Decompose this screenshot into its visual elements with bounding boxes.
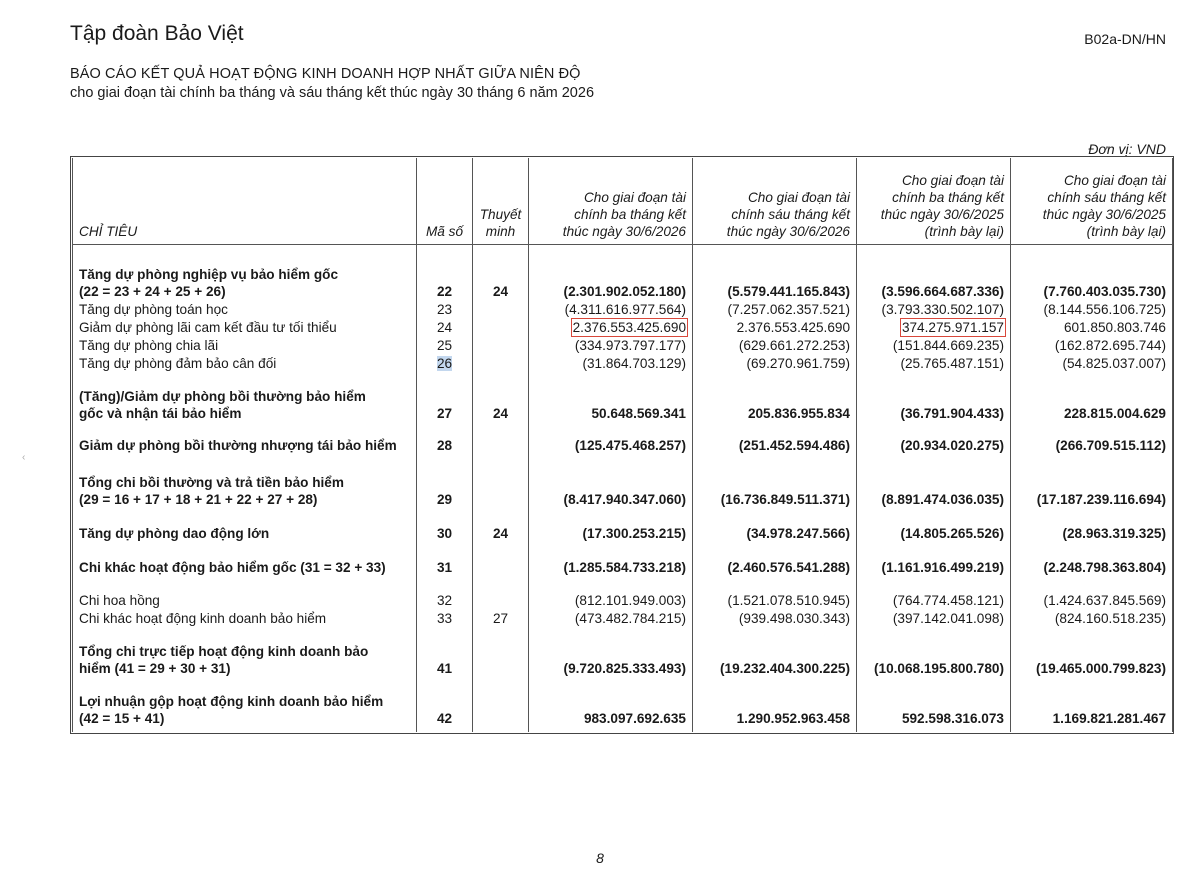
table-row: (Tăng)/Giảm dự phòng bồi thường bảo hiểm gốc và nhận tái bảo hiểm 27 24 50.648.569.341 205.836.955.834 (36.791.904.433) 228.815.004.629 [73,373,1173,423]
header-q2-2025: Cho giai đoạn tài chính ba tháng kết thúc ngày 30/6/2025 (trình bày lại) [857,158,1011,245]
table-row: Chi khác hoạt động kinh doanh bảo hiểm 33 27 (473.482.784.215) (939.498.030.343) (397.142.041.098) (824.160.518.235) [73,610,1173,628]
table-row: Tổng chi bồi thường và trả tiền bảo hiểm (29 = 16 + 17 + 18 + 21 + 22 + 27 + 28) 29 (8.417.940.347.060) (16.736.849.511.371) (8.891.474.036.035) (17.187.239.116.694) [73,455,1173,509]
table-row: Tăng dự phòng nghiệp vụ bảo hiểm gốc (22 = 23 + 24 + 25 + 26) 22 24 (2.301.902.052.180) (5.579.441.165.843) (3.596.664.687.336) (7.760.403.035.730) [73,245,1173,301]
header-note: Thuyết minh [473,158,529,245]
highlighted-value: 2.376.553.425.690 [572,319,686,335]
table-row: Tổng chi trực tiếp hoạt động kinh doanh bảo hiểm (41 = 29 + 30 + 31) 41 (9.720.825.333.493) (19.232.404.300.225) (10.068.195.800.780) (19.465.000.799.823) [73,628,1173,678]
report-subtitle: cho giai đoạn tài chính ba tháng và sáu tháng kết thúc ngày 30 tháng 6 năm 2026 [70,85,595,101]
selected-code: 26 [436,355,453,371]
table-row: Tăng dự phòng toán học 23 (4.311.616.977.564) (7.257.062.357.521) (3.793.330.502.107) (8.144.556.106.725) [73,301,1173,319]
header-h1-2026: Cho giai đoạn tài chính sáu tháng kết thúc ngày 30/6/2026 [693,158,857,245]
header-label: CHỈ TIÊU [73,158,417,245]
table-row: Giảm dự phòng bồi thường nhượng tái bảo hiểm 28 (125.475.468.257) (251.452.594.486) (20.934.020.275) (266.709.515.112) [73,423,1173,455]
table-row: Tăng dự phòng dao động lớn 30 24 (17.300.253.215) (34.978.247.566) (14.805.265.526) (28.963.319.325) [73,509,1173,543]
table-header-row [73,158,1173,245]
table-row: Lợi nhuận gộp hoạt động kinh doanh bảo hiểm (42 = 15 + 41) 42 983.097.692.635 1.290.952.963.458 592.598.316.073 1.169.821.281.467 [73,678,1173,728]
header-h1-2025: Cho giai đoạn tài chính sáu tháng kết thúc ngày 30/6/2025 (trình bày lại) [1011,158,1173,245]
table-row: Chi hoa hồng 32 (812.101.949.003) (1.521.078.510.945) (764.774.458.121) (1.424.637.845.569) [73,577,1173,610]
company-name: Tập đoàn Bảo Việt [70,22,244,45]
table-row: Giảm dự phòng lãi cam kết đầu tư tối thiểu 24 2.376.553.425.690 2.376.553.425.690 374.275.971.157 601.850.803.746 [73,319,1173,337]
highlighted-value: 374.275.971.157 [901,319,1004,335]
page-number: 8 [596,850,604,866]
header-code: Mã số [417,158,473,245]
report-title: BÁO CÁO KẾT QUẢ HOẠT ĐỘNG KINH DOANH HỢP NHẤT GIỮA NIÊN ĐỘ [70,66,581,82]
table-row: Tăng dự phòng đảm bảo cân đối 26 (31.864.703.129) (69.270.961.759) (25.765.487.151) (54.825.037.007) [73,355,1173,373]
table-row: Chi khác hoạt động bảo hiểm gốc (31 = 32 + 33) 31 (1.285.584.733.218) (2.460.576.541.288) (1.161.916.499.219) (2.248.798.363.804) [73,543,1173,577]
form-code: B02a-DN/HN [1084,31,1166,47]
table-row: Tăng dự phòng chia lãi 25 (334.973.797.177) (629.661.272.253) (151.844.669.235) (162.872.695.744) [73,337,1173,355]
currency-unit: Đơn vị: VND [1088,141,1166,157]
income-statement-table [72,158,1173,732]
margin-mark: ‹ [22,452,26,463]
table-bottom-padding [73,728,1173,733]
statement-frame [70,156,1174,734]
header-q2-2026: Cho giai đoạn tài chính ba tháng kết thúc ngày 30/6/2026 [529,158,693,245]
